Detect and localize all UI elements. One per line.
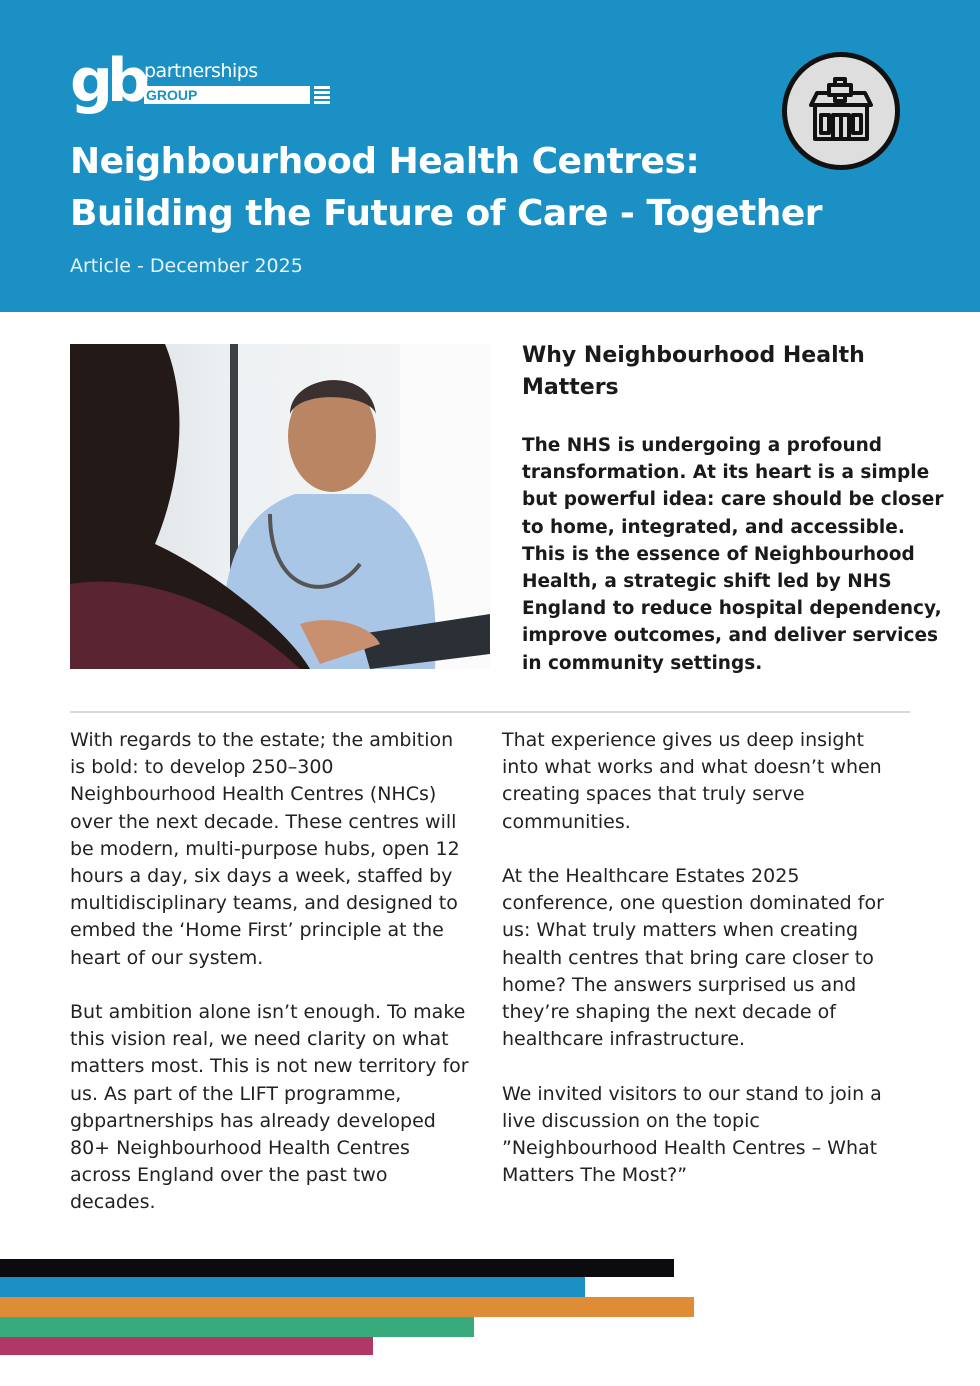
text-line: But ambition alone isn’t enough. To make	[70, 1001, 466, 1024]
text-line: communities.	[502, 810, 631, 833]
page-title	[70, 136, 822, 240]
intro-line: transformation. At its heart is a simple	[522, 462, 930, 484]
stripe-green	[0, 1317, 474, 1337]
text-line: into what works and what doesn’t when	[502, 756, 882, 779]
logo-name: partnerships	[144, 60, 258, 82]
text-line: creating spaces that truly serve	[502, 783, 805, 806]
text-line: this vision real, we need clarity on what	[70, 1028, 449, 1051]
text-line: We invited visitors to our stand to join a	[502, 1082, 882, 1105]
text-line: embed the ‘Home First’ principle at the	[70, 919, 444, 942]
text-line: us: What truly matters when creating	[502, 919, 859, 942]
intro-line: This is the essence of Neighbourhood	[522, 543, 915, 565]
paragraph	[502, 863, 884, 1053]
intro-line: England to reduce hospital dependency,	[522, 598, 942, 620]
paragraph	[70, 999, 469, 1217]
header-banner	[0, 0, 980, 312]
text-line: is bold: to develop 250–300	[70, 756, 334, 779]
text-line: Matters The Most?”	[502, 1164, 688, 1187]
text-line: decades.	[70, 1191, 156, 1214]
paragraph	[502, 1081, 884, 1190]
paragraph	[502, 727, 884, 836]
title-line: Neighbourhood Health Centres:	[70, 141, 700, 182]
text-line: Neighbourhood Health Centres (NHCs)	[70, 783, 437, 806]
text-line: gbpartnerships has already developed	[70, 1109, 436, 1132]
intro-paragraph	[522, 432, 943, 677]
text-line: heart of our system.	[70, 946, 264, 969]
text-line: over the next decade. These centres will	[70, 810, 457, 833]
text-line: across England over the past two	[70, 1164, 388, 1187]
text-line: ”Neighbourhood Health Centres – What	[502, 1137, 878, 1160]
divider	[70, 711, 910, 713]
text-line: us. As part of the LIFT programme,	[70, 1082, 402, 1105]
section-heading	[522, 340, 865, 404]
text-line: live discussion on the topic	[502, 1109, 760, 1132]
text-line: they’re shaping the next decade of	[502, 1001, 836, 1024]
text-line: multidisciplinary teams, and designed to	[70, 892, 458, 915]
text-line: At the Healthcare Estates 2025	[502, 865, 800, 887]
stripe-blue	[0, 1277, 585, 1297]
stripe-orange	[0, 1297, 694, 1317]
stripe-black	[0, 1259, 674, 1277]
logo-group: GROUP	[144, 86, 310, 104]
intro-line: but powerful idea: care should be closer	[522, 489, 944, 511]
text-line: With regards to the estate; the ambition	[70, 729, 454, 751]
logo-mark: gb	[70, 46, 144, 116]
intro-line: improve outcomes, and deliver services	[522, 625, 939, 647]
intro-line: Health, a strategic shift led by NHS	[522, 571, 892, 593]
paragraph	[70, 727, 469, 972]
text-line: health centres that bring care closer to	[502, 946, 874, 969]
logo-lines	[314, 86, 330, 104]
title-line: Building the Future of Care - Together	[70, 193, 823, 234]
right-column	[502, 727, 884, 1217]
text-line: That experience gives us deep insight	[502, 729, 864, 751]
article-date: Article - December 2025	[70, 255, 303, 277]
text-line: matters most. This is not new territory for	[70, 1055, 469, 1078]
text-line: hours a day, six days a week, staffed by	[70, 865, 453, 888]
intro-line: to home, integrated, and accessible.	[522, 516, 905, 538]
doctor-photo	[70, 344, 490, 669]
intro-line: The NHS is undergoing a profound	[522, 435, 883, 456]
intro-line: in community settings.	[522, 652, 763, 674]
heading-line: Why Neighbourhood Health	[522, 343, 865, 368]
text-line: healthcare infrastructure.	[502, 1028, 746, 1051]
heading-line: Matters	[522, 375, 619, 400]
left-column	[70, 727, 469, 1244]
text-line: home? The answers surprised us and	[502, 973, 857, 996]
text-line: be modern, multi-purpose hubs, open 12	[70, 837, 460, 860]
text-line: conference, one question dominated for	[502, 892, 884, 915]
stripe-pink	[0, 1337, 373, 1355]
text-line: 80+ Neighbourhood Health Centres	[70, 1137, 410, 1160]
